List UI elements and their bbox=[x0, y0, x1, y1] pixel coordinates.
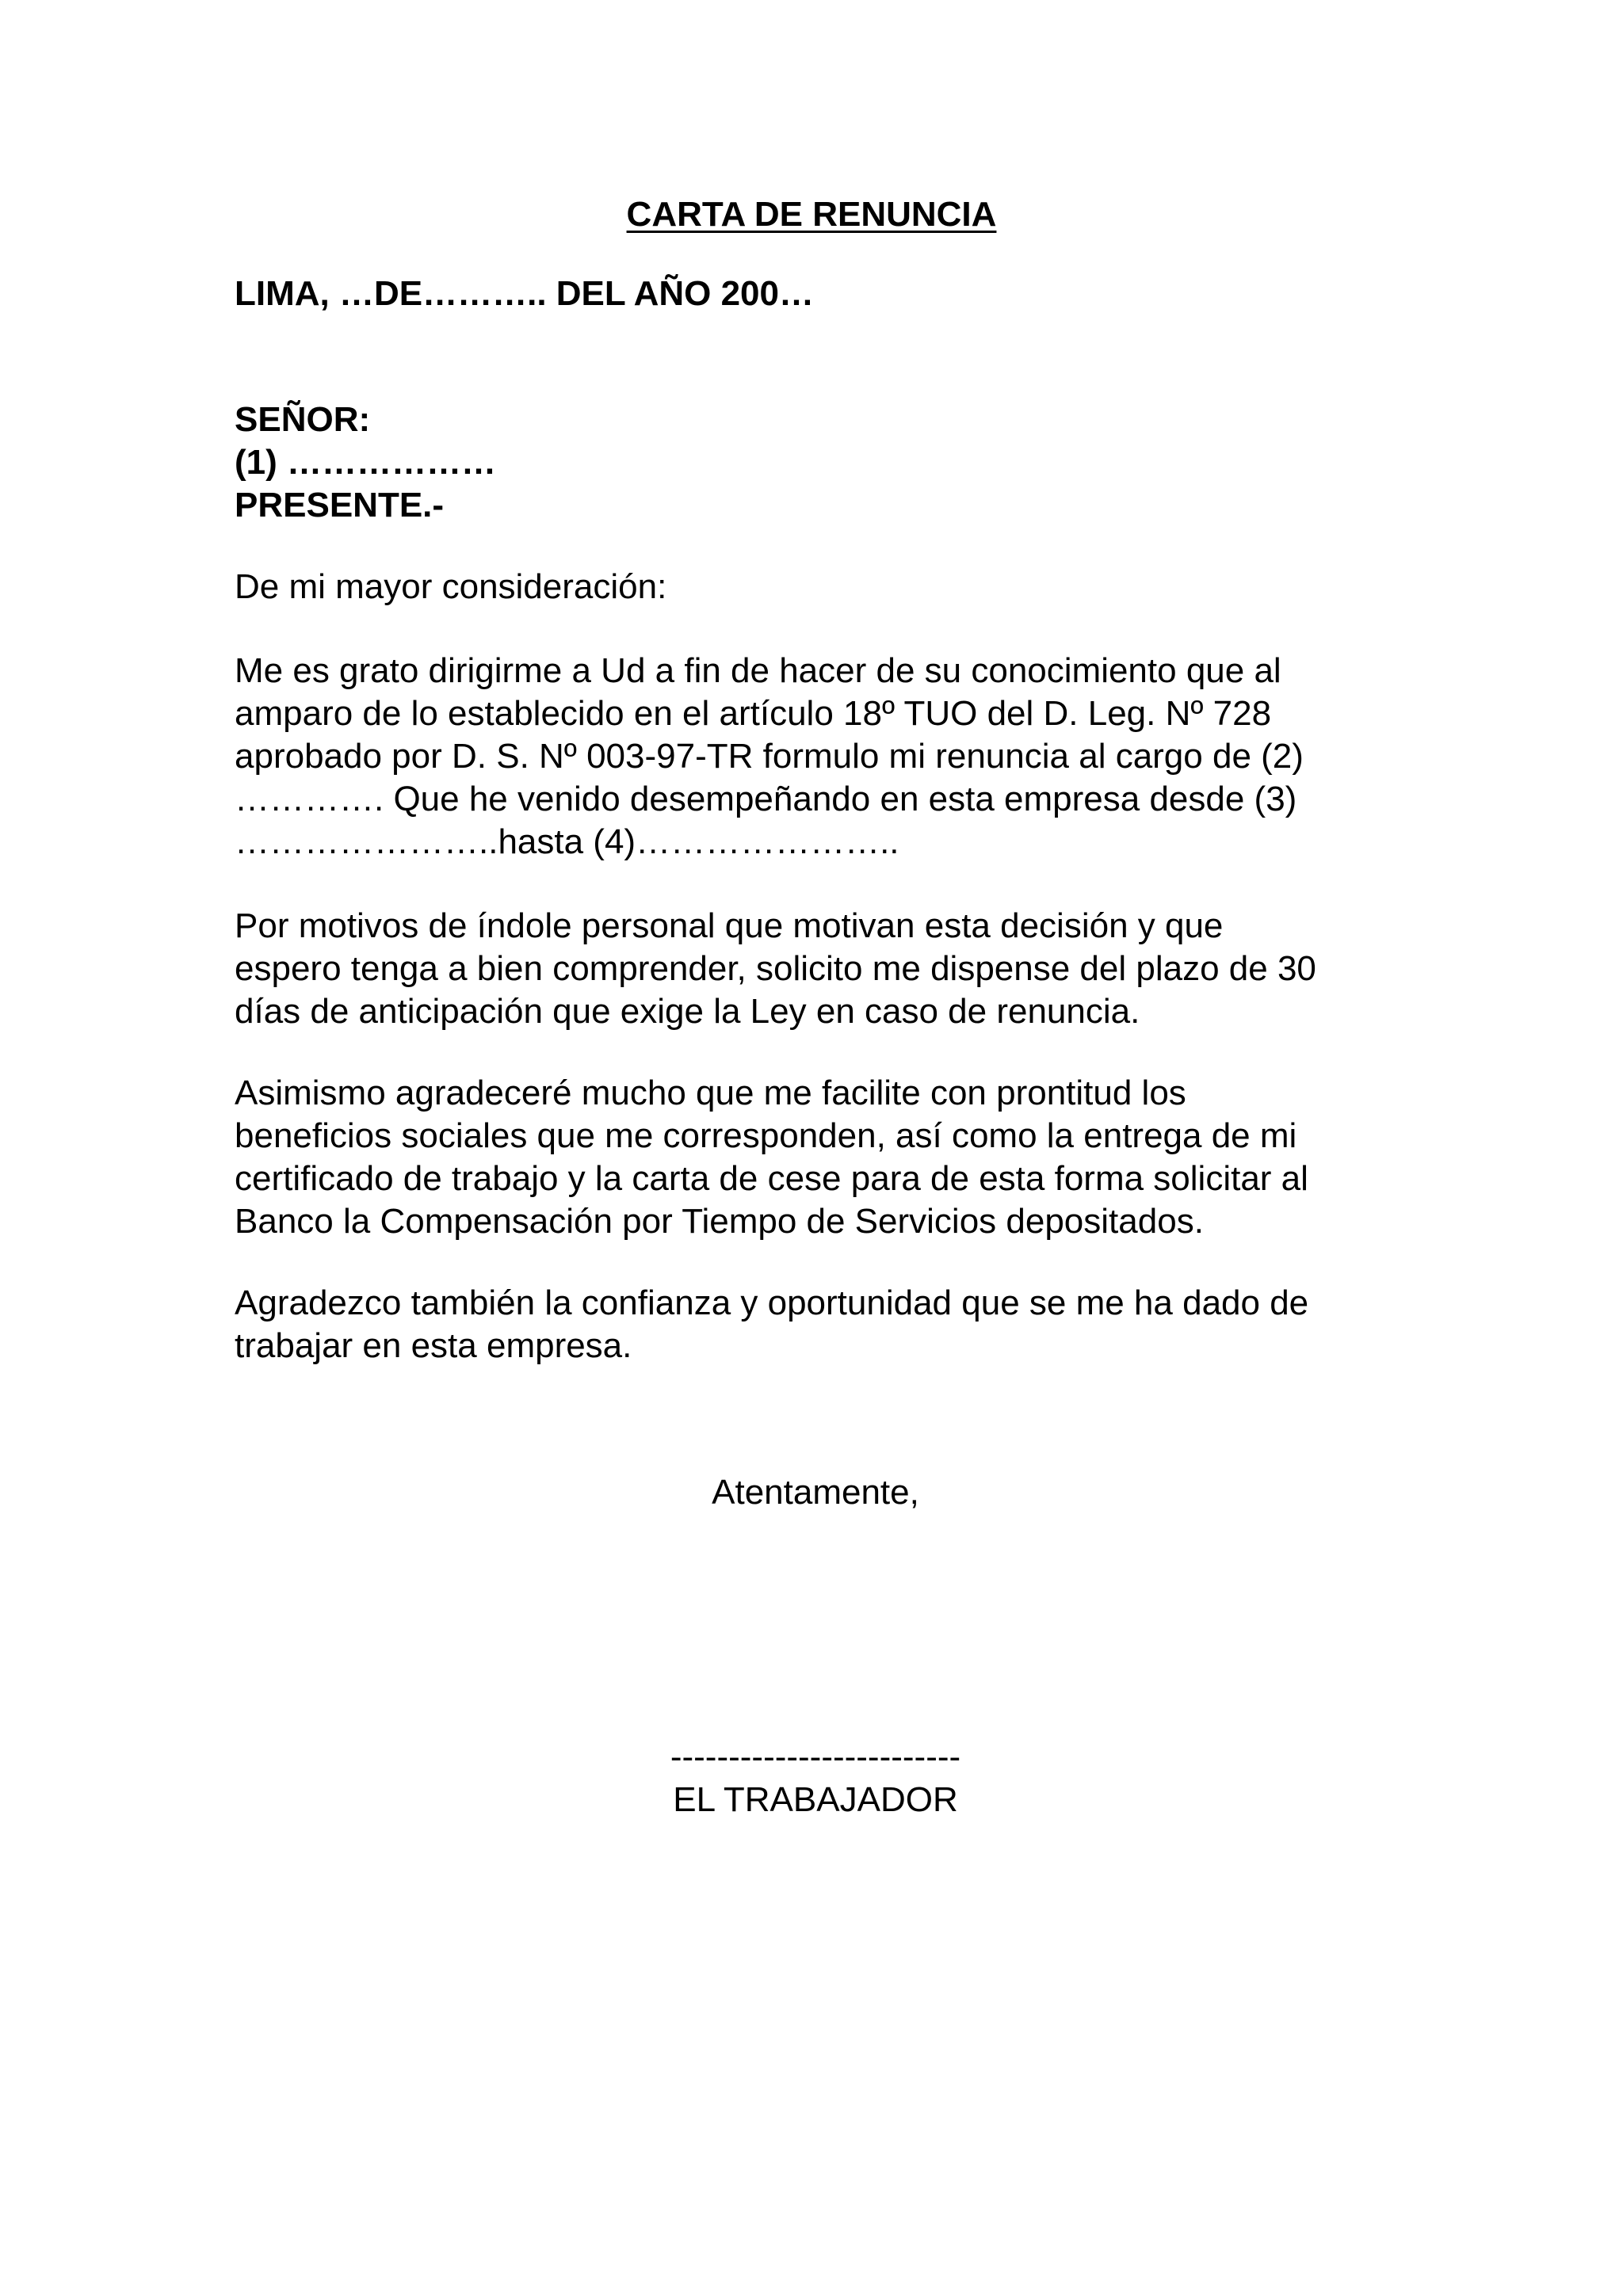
paragraph-line: …………………..hasta (4)………………….. bbox=[235, 822, 899, 861]
signature-line: ------------------------- bbox=[670, 1737, 961, 1776]
closing: Atentamente, bbox=[712, 1473, 919, 1512]
date-text: LIMA, …DE……….. DEL AÑO 200… bbox=[235, 274, 814, 313]
addressee-block bbox=[235, 399, 1423, 527]
paragraph-line: Por motivos de índole personal que motivan esta decisión y que bbox=[235, 906, 1224, 945]
paragraph-line: Banco la Compensación por Tiempo de Servicios depositados. bbox=[235, 1202, 1204, 1241]
paragraph-line: Agradezco también la confianza y oportunidad que se me ha dado de bbox=[235, 1283, 1309, 1322]
paragraph-line: espero tenga a bien comprender, solicito me dispense del plazo de 30 bbox=[235, 949, 1316, 988]
paragraph-line: certificado de trabajo y la carta de cese para de esta forma solicitar al bbox=[235, 1159, 1308, 1198]
addressee-presente: PRESENTE.- bbox=[235, 486, 445, 524]
paragraph-line: amparo de lo establecido en el artículo 18º TUO del D. Leg. Nº 728 bbox=[235, 694, 1272, 733]
greeting-text: De mi mayor consideración: bbox=[235, 567, 667, 606]
paragraph-line: días de anticipación que exige la Ley en caso de renuncia. bbox=[235, 992, 1140, 1031]
paragraph-line: aprobado por D. S. Nº 003-97-TR formulo mi renuncia al cargo de (2) bbox=[235, 737, 1304, 776]
addressee-salutation: SEÑOR: bbox=[235, 400, 371, 439]
letter-title: CARTA DE RENUNCIA bbox=[626, 195, 997, 234]
paragraph-thanks bbox=[235, 1282, 1423, 1367]
date-line bbox=[235, 273, 1423, 315]
paragraph-line: trabajar en esta empresa. bbox=[235, 1326, 632, 1365]
greeting bbox=[235, 566, 1423, 608]
paragraph-resignation bbox=[235, 650, 1423, 864]
paragraph-line: Asimismo agradeceré mucho que me facilite con prontitud los bbox=[235, 1074, 1186, 1112]
addressee-name-placeholder: (1) ……………… bbox=[235, 443, 496, 482]
paragraph-reasons bbox=[235, 905, 1423, 1033]
paragraph-line: beneficios sociales que me corresponden, así como la entrega de mi bbox=[235, 1116, 1297, 1155]
paragraph-benefits bbox=[235, 1072, 1423, 1243]
paragraph-line: …………. Que he venido desempeñando en esta empresa desde (3) bbox=[235, 780, 1297, 818]
signature-block bbox=[0, 1736, 1623, 1821]
signature-label: EL TRABAJADOR bbox=[673, 1780, 958, 1819]
paragraph-line: Me es grato dirigirme a Ud a fin de hacer de su conocimiento que al bbox=[235, 651, 1281, 690]
